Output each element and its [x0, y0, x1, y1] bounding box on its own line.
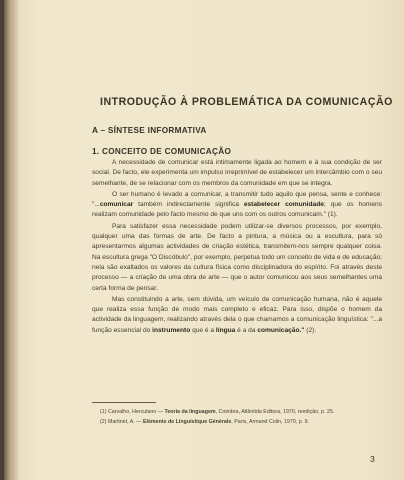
paragraph-4-text: é a da [235, 326, 258, 334]
footnote-2 [92, 418, 382, 426]
paragraph-2 [92, 190, 382, 221]
footnote-1-title: Teoria da linguagem [164, 409, 216, 415]
footnote-1-author: (1) Carvalho, Herculano — [100, 409, 165, 415]
paragraph-2-text: também indirectamente significa [133, 201, 244, 209]
footnote-1 [92, 408, 382, 416]
book-page [4, 0, 404, 480]
page-gutter [4, 0, 20, 480]
paragraph-3: Para satisfazer essa necessidade podem utilizar-se diversos processos, por exemplo, qualquer uma das formas de arte. De facto a pintura, a música ou a escultura, para só apresentarmos algumas actividades de criação estética, transmitem-nos sempre qualquer coisa. Na escultura grega "O Discóbulo", por exemplo, perpetua todo um conceito de vida e de educação; nela são exaltados os valores da cultura física como disciplinadora do espírito. Foi através deste processo — a criação de uma obra de arte — que o autor comunicou aos seus semelhantes uma certa forma de pensar. [92, 222, 382, 292]
bold-term-instrumento: instrumento [152, 326, 191, 334]
subsection-heading: 1. CONCEITO DE COMUNICAÇÃO [92, 147, 232, 156]
bold-term-lingua: língua [215, 326, 236, 334]
footnote-divider [92, 402, 156, 403]
bold-term-comunicacao: comunicação." [257, 326, 305, 334]
paragraph-2-text: ; que os homens realizam comunidade pelo facto mesmo de que uns com os outros comunicam." (1). [92, 201, 382, 219]
paragraph-4-text: Mas constituindo a arte, sem dúvida, um veículo de comunicação humana, não é aquele que realiza essa função de modo mais completo e eficaz. Para isso, dispõe o homem da actividade da linguagem, realizando através dela o que chamamos a comunicação linguística: "...a função essencial do [92, 295, 382, 334]
paragraph-1: A necessidade de comunicar está intimamente ligada ao homem e à sua condição de ser social. De facto, ele experimenta um impulso irreprimível de estabelecer um intercâmbio com o seu semelhante, de se relacionar com os membros da comunidade em que se integra. [92, 159, 382, 187]
footnotes [92, 408, 382, 428]
page-title: INTRODUÇÃO À PROBLEMÁTICA DA COMUNICAÇÃO [100, 96, 393, 108]
paragraph-2-text: O ser humano é levado a comunicar, a transmitir tudo aquilo que pensa, sente e conhece: "... [92, 190, 382, 209]
paragraph-4 [92, 295, 382, 336]
footnote-2-publisher: , Paris, Armand Colin, 1970, p. 9. [231, 419, 310, 426]
page-number: 3 [370, 454, 375, 464]
paragraph-4-text: (2). [304, 326, 317, 334]
footnote-1-publisher: , Coimbra, Atlântida Editora, 1970, reedição, p. 25. [215, 409, 335, 415]
paragraph-4-text: que é a [190, 326, 216, 334]
footnote-2-author: (2) Martinet, A. — [100, 419, 143, 426]
bold-term-estabelecer-comunidade: estabelecer comunidade [243, 201, 324, 209]
bold-term-comunicar: comunicar [99, 201, 134, 209]
body-text [92, 158, 382, 337]
section-heading: A – SÍNTESE INFORMATIVA [92, 126, 207, 135]
footnote-2-title: Eléments de Linguistique Générale [142, 419, 232, 426]
